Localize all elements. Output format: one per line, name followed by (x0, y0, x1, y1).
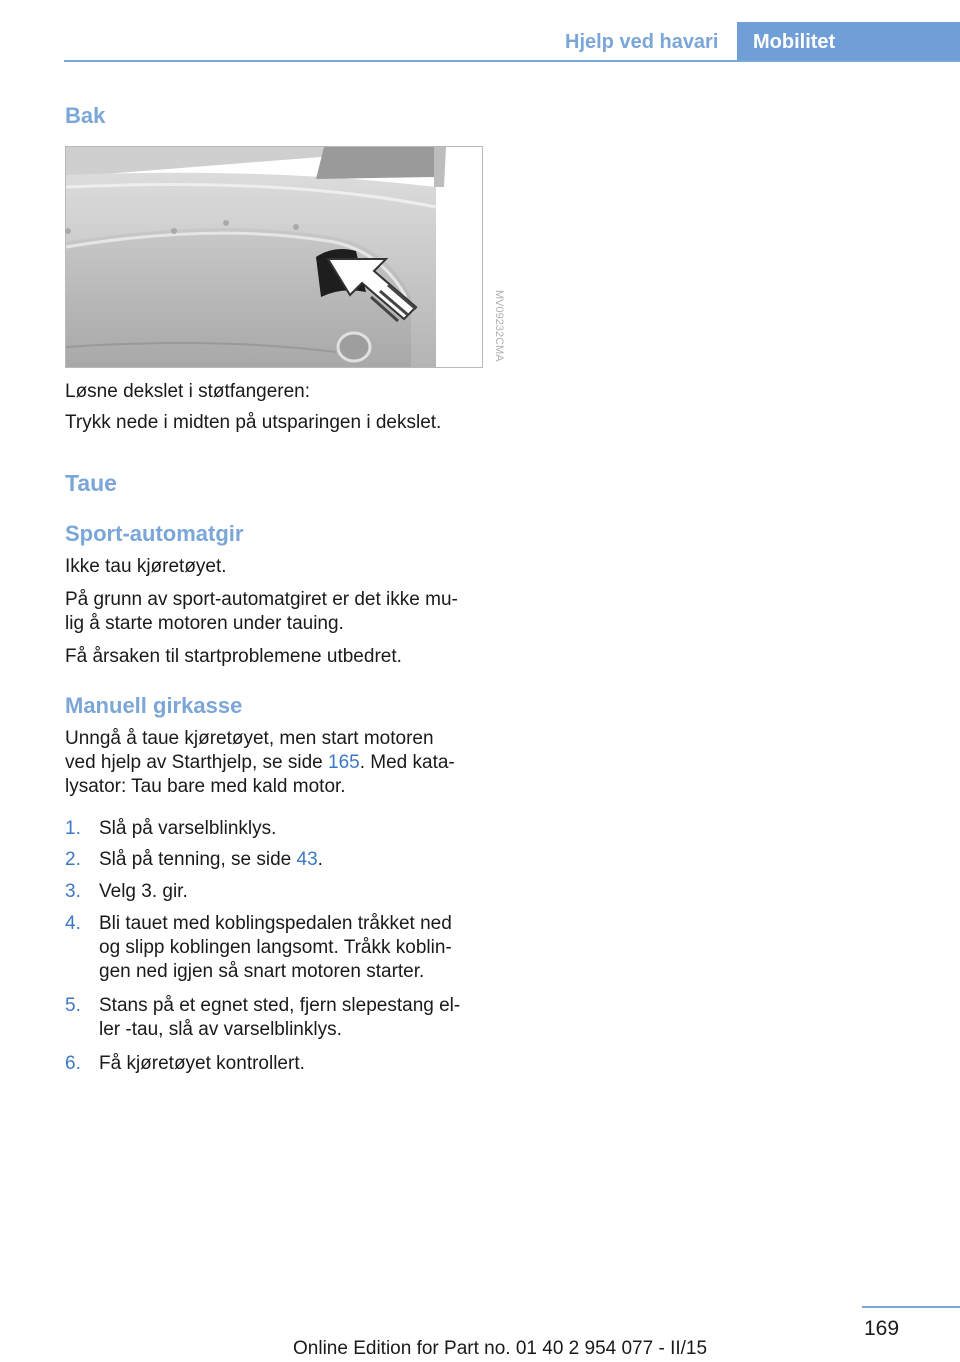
bak-instruction-2: Trykk nede i midten på utsparingen i dekslet. (65, 412, 442, 433)
sport-paragraph-2 (65, 588, 485, 636)
page-link-43[interactable]: 43 (296, 849, 318, 870)
footer-rule (862, 1306, 960, 1308)
manual-line-1: Unngå å taue kjøretøyet, men start motoren (65, 728, 434, 749)
step-number: 6. (65, 1053, 81, 1074)
sport-paragraph-1: Ikke tau kjøretøyet. (65, 556, 227, 577)
bak-heading: Bak (65, 103, 106, 128)
rear-bumper-figure (65, 146, 483, 368)
step-text-line-2: ler -tau, slå av varselblinklys. (99, 1019, 342, 1040)
step-text-line-2: og slipp koblingen langsomt. Tråkk koblin‐ (99, 937, 452, 958)
step-text: Slå på tenning, se side (99, 849, 297, 870)
manual-line-3: lysator: Tau bare med kald motor. (65, 776, 346, 797)
step-number: 4. (65, 913, 81, 934)
svg-text:MV09232CMA: MV09232CMA (493, 290, 505, 362)
step-text: Slå på varselblinklys. (99, 818, 277, 839)
step-text-tail: . (317, 849, 323, 870)
rear-bumper-illustration (66, 147, 482, 367)
step-number: 5. (65, 995, 81, 1016)
page-link-165[interactable]: 165 (328, 752, 360, 773)
header-rule (64, 60, 960, 62)
sport-automatgir-heading: Sport-automatgir (65, 521, 244, 546)
header-tab (737, 22, 960, 62)
sport-paragraph-2-line-2: lig å starte motoren under tauing. (65, 613, 344, 634)
step-number: 3. (65, 881, 81, 902)
step-text-line-3: gen ned igjen så snart motoren starter. (99, 961, 425, 982)
step-text: Velg 3. gir. (99, 881, 188, 902)
page-number: 169 (864, 1317, 900, 1340)
step-number: 2. (65, 849, 81, 870)
footer-edition: Online Edition for Part no. 01 40 2 954 077 - II/15 (293, 1338, 708, 1359)
header-tab-label: Mobilitet (753, 31, 836, 53)
figure-code (482, 290, 505, 370)
manuell-girkasse-heading: Manuell girkasse (65, 693, 243, 718)
manual-line-2-text: ved hjelp av Starthjelp, se side (65, 752, 328, 773)
bak-instruction-1: Løsne dekslet i støtfangeren: (65, 381, 311, 402)
step-text-line-1: Stans på et egnet sted, fjern slepestang el‐ (99, 995, 461, 1016)
step-text: Få kjøretøyet kontrollert. (99, 1053, 305, 1074)
header-section-title: Hjelp ved havari (565, 31, 719, 53)
sport-paragraph-3: Få årsaken til startproblemene utbedret. (65, 646, 402, 667)
sport-paragraph-2-line-1: På grunn av sport-automatgiret er det ikke mu‐ (65, 589, 458, 610)
step-text-line-1: Bli tauet med koblingspedalen tråkket ned (99, 913, 452, 934)
manual-paragraph (65, 727, 485, 799)
manual-line-2-tail: . Med kata‐ (359, 752, 455, 773)
taue-heading: Taue (65, 470, 117, 496)
manual-line-2 (65, 751, 485, 775)
step-number: 1. (65, 818, 81, 839)
